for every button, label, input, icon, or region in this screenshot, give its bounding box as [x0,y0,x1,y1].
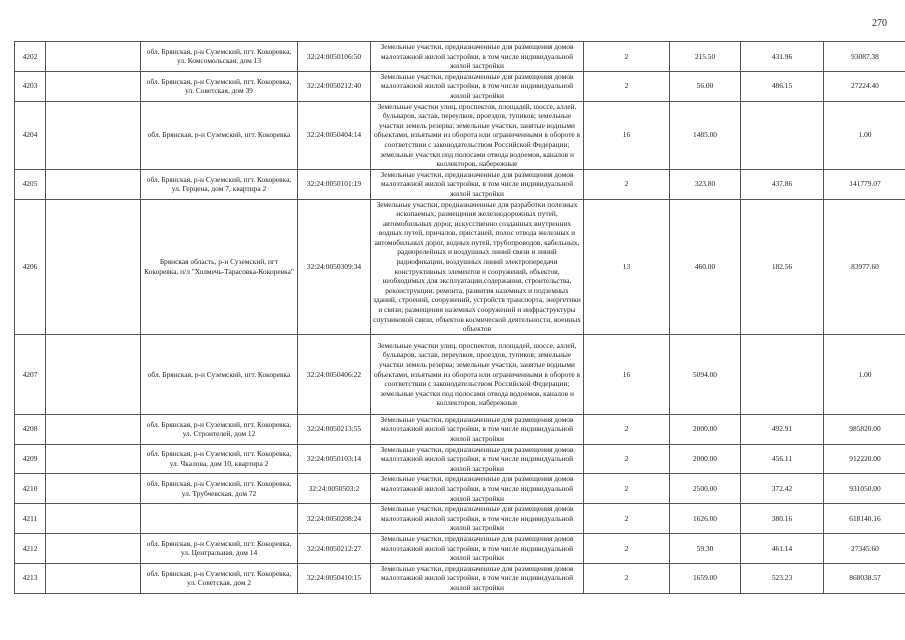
row-number: 4208 [15,414,46,444]
cadastral-number-cell: 32:24:0050309:34 [298,199,371,334]
cadastral-value-cell: 27224.40 [824,71,905,101]
use-group-cell: 2 [584,533,670,563]
row-number: 4210 [15,474,46,504]
cadastral-value-cell: 141779.07 [824,169,905,199]
price-cell: 461.14 [741,533,824,563]
land-use-cell: Земельные участки, предназначенные для размещения домов малоэтажной жилой застройки, в том числе индивидуальной жилой застройки [371,533,584,563]
row-number: 4206 [15,199,46,334]
cadastral-value-cell: 868038.57 [824,563,905,593]
cadastral-value-cell: 985820.00 [824,414,905,444]
cadastral-number-cell: 32:24:0050212:40 [298,71,371,101]
empty-cell [46,444,141,474]
use-group-cell: 2 [584,414,670,444]
cadastral-number-cell: 32:24:0050404:14 [298,101,371,169]
land-registry-table [14,41,905,594]
land-use-cell: Земельные участки, предназначенные для размещения домов малоэтажной жилой застройки, в том числе индивидуальной жилой застройки [371,444,584,474]
land-use-cell: Земельные участки, предназначенные для размещения домов малоэтажной жилой застройки, в том числе индивидуальной жилой застройки [371,414,584,444]
use-group-cell: 2 [584,474,670,504]
cadastral-value-cell: 931050.00 [824,474,905,504]
address-cell: обл. Брянская, р-н Суземский, пгт. Кокоревка, ул. Герцена, дом 7, квартира 2 [141,169,298,199]
price-cell: 437.86 [741,169,824,199]
table-row [15,533,905,563]
row-number: 4211 [15,504,46,534]
use-group-cell: 2 [584,444,670,474]
use-group-cell: 2 [584,563,670,593]
address-cell: обл. Брянская, р-н Суземский, пгт. Кокоревка, ул. Советская, дом 39 [141,71,298,101]
cadastral-number-cell: 32:24:0050101:19 [298,169,371,199]
empty-cell [46,101,141,169]
use-group-cell: 16 [584,334,670,414]
land-use-cell: Земельные участки, предназначенные для размещения домов малоэтажной жилой застройки, в том числе индивидуальной жилой застройки [371,71,584,101]
use-group-cell: 2 [584,504,670,534]
cadastral-number-cell: 32:24:0050410:15 [298,563,371,593]
table-row [15,504,905,534]
use-group-cell: 2 [584,169,670,199]
price-cell [741,101,824,169]
registry-table-body [15,42,905,594]
address-cell: обл. Брянская, р-н Суземский, пгт. Кокоревка, ул. Трубчевская, дом 72 [141,474,298,504]
address-cell [141,504,298,534]
price-cell: 492.91 [741,414,824,444]
land-use-cell: Земельные участки, предназначенные для размещения домов малоэтажной жилой застройки, в том числе индивидуальной жилой застройки [371,504,584,534]
cadastral-number-cell: 32:24:0050503:2 [298,474,371,504]
address-cell: Брянская область, р-н Суземский, пгт Кокоревка, п/л "Холмечь-Тарасовка-Кокоревка" [141,199,298,334]
address-cell: обл. Брянская, р-н Суземский, пгт. Кокоревка, ул. Строителей, дом 12 [141,414,298,444]
empty-cell [46,563,141,593]
empty-cell [46,474,141,504]
row-number: 4202 [15,42,46,72]
use-group-cell: 16 [584,101,670,169]
row-number: 4209 [15,444,46,474]
area-cell: 460.00 [670,199,741,334]
cadastral-value-cell: 83977.60 [824,199,905,334]
empty-cell [46,169,141,199]
table-row [15,563,905,593]
address-cell: обл. Брянская, р-н Суземский, пгт. Кокоревка, ул. Комсомольская, дом 13 [141,42,298,72]
row-number: 4213 [15,563,46,593]
table-row [15,169,905,199]
area-cell: 59.30 [670,533,741,563]
address-cell: обл. Брянская, р-н Суземский, пгт. Кокоревка, ул. Советская, дом 2 [141,563,298,593]
cadastral-value-cell: 1.00 [824,334,905,414]
table-row [15,199,905,334]
area-cell: 1659.00 [670,563,741,593]
area-cell: 2000.00 [670,444,741,474]
table-row [15,42,905,72]
cadastral-value-cell: 93087.38 [824,42,905,72]
use-group-cell: 2 [584,42,670,72]
empty-cell [46,414,141,444]
row-number: 4203 [15,71,46,101]
cadastral-value-cell: 618140.16 [824,504,905,534]
price-cell [741,334,824,414]
cadastral-value-cell: 27345.60 [824,533,905,563]
price-cell: 380.16 [741,504,824,534]
cadastral-number-cell: 32:24:0050212:27 [298,533,371,563]
cadastral-number-cell: 32:24:0050103:14 [298,444,371,474]
use-group-cell: 13 [584,199,670,334]
area-cell: 2000.00 [670,414,741,444]
area-cell: 1626.00 [670,504,741,534]
price-cell: 523.23 [741,563,824,593]
cadastral-number-cell: 32:24:0050208:24 [298,504,371,534]
area-cell: 5094.00 [670,334,741,414]
land-use-cell: Земельные участки, предназначенные для размещения домов малоэтажной жилой застройки, в том числе индивидуальной жилой застройки [371,42,584,72]
empty-cell [46,42,141,72]
land-use-cell: Земельные участки, предназначенные для размещения домов малоэтажной жилой застройки, в том числе индивидуальной жилой застройки [371,474,584,504]
price-cell: 486.15 [741,71,824,101]
land-use-cell: Земельные участки, предназначенные для размещения домов малоэтажной жилой застройки, в том числе индивидуальной жилой застройки [371,563,584,593]
address-cell: обл. Брянская, р-н Суземский, пгт. Кокоревка [141,101,298,169]
row-number: 4205 [15,169,46,199]
land-use-cell: Земельные участки улиц, проспектов, площадей, шоссе, аллей, бульваров, застав, переулков, проездов, тупиков; земельные участки земель резерва; земельные участки, занятые водными объектами, изъятыми из оборота или ограниченными в обороте в соответствии с законодательством Российской Федерации; земельные участки под полосами отвода водоемов, каналов и коллекторов, набережные [371,101,584,169]
row-number: 4212 [15,533,46,563]
use-group-cell: 2 [584,71,670,101]
address-cell: обл. Брянская, р-н Суземский, пгт. Кокоревка, ул. Центральная, дом 14 [141,533,298,563]
area-cell: 323.80 [670,169,741,199]
table-row [15,474,905,504]
cadastral-number-cell: 32:24:0050106:50 [298,42,371,72]
table-row [15,71,905,101]
area-cell: 1485.00 [670,101,741,169]
price-cell: 372.42 [741,474,824,504]
cadastral-value-cell: 912220.00 [824,444,905,474]
area-cell: 215.50 [670,42,741,72]
address-cell: обл. Брянская, р-н Суземский, пгт. Кокоревка [141,334,298,414]
cadastral-value-cell: 1.00 [824,101,905,169]
empty-cell [46,334,141,414]
land-use-cell: Земельные участки, предназначенные для разработки полезных ископаемых, размещения железнодорожных путей, автомобильных дорог, искусственно созданных внутренних водных путей, причалов, пристаней, полос отвода железных и автомобильных дорог, водных путей, трубопроводов, кабельных, радиорелейных и воздушных линий связи и линий радиофикации, воздушных линий электропередачи конструктивных элементов и сооружений, объектов, необходимых для эксплуатации,содержания, строительства, реконструкции, ремонта, развития наземных и подземных зданий, строений, сооружений, устройств транспорта, энергетики и связи; размещения наземных сооружений и инфраструктуры спутниковой связи, объектов космической деятельности, военных объектов [371,199,584,334]
row-number: 4204 [15,101,46,169]
area-cell: 2500.00 [670,474,741,504]
empty-cell [46,71,141,101]
land-use-cell: Земельные участки, предназначенные для размещения домов малоэтажной жилой застройки, в том числе индивидуальной жилой застройки [371,169,584,199]
table-row [15,414,905,444]
empty-cell [46,504,141,534]
table-row [15,101,905,169]
address-cell: обл. Брянская, р-н Суземский, пгт. Кокоревка, ул. Чкалова, дом 10, квартира 2 [141,444,298,474]
empty-cell [46,199,141,334]
table-row [15,334,905,414]
land-use-cell: Земельные участки улиц, проспектов, площадей, шоссе, аллей, бульваров, застав, переулков, проездов, тупиков; земельные участки земель резерва; земельные участки, занятые водными объектами, изъятыми из оборота или ограниченными в обороте в соответствии с законодательством Российской Федерации; земельные участки под полосами отвода водоемов, каналов и коллекторов, набережные [371,334,584,414]
price-cell: 456.11 [741,444,824,474]
cadastral-number-cell: 32:24:0050406:22 [298,334,371,414]
table-row [15,444,905,474]
page-number: 270 [872,18,887,29]
price-cell: 431.96 [741,42,824,72]
area-cell: 56.00 [670,71,741,101]
row-number: 4207 [15,334,46,414]
price-cell: 182.56 [741,199,824,334]
cadastral-number-cell: 32:24:0050213:55 [298,414,371,444]
empty-cell [46,533,141,563]
